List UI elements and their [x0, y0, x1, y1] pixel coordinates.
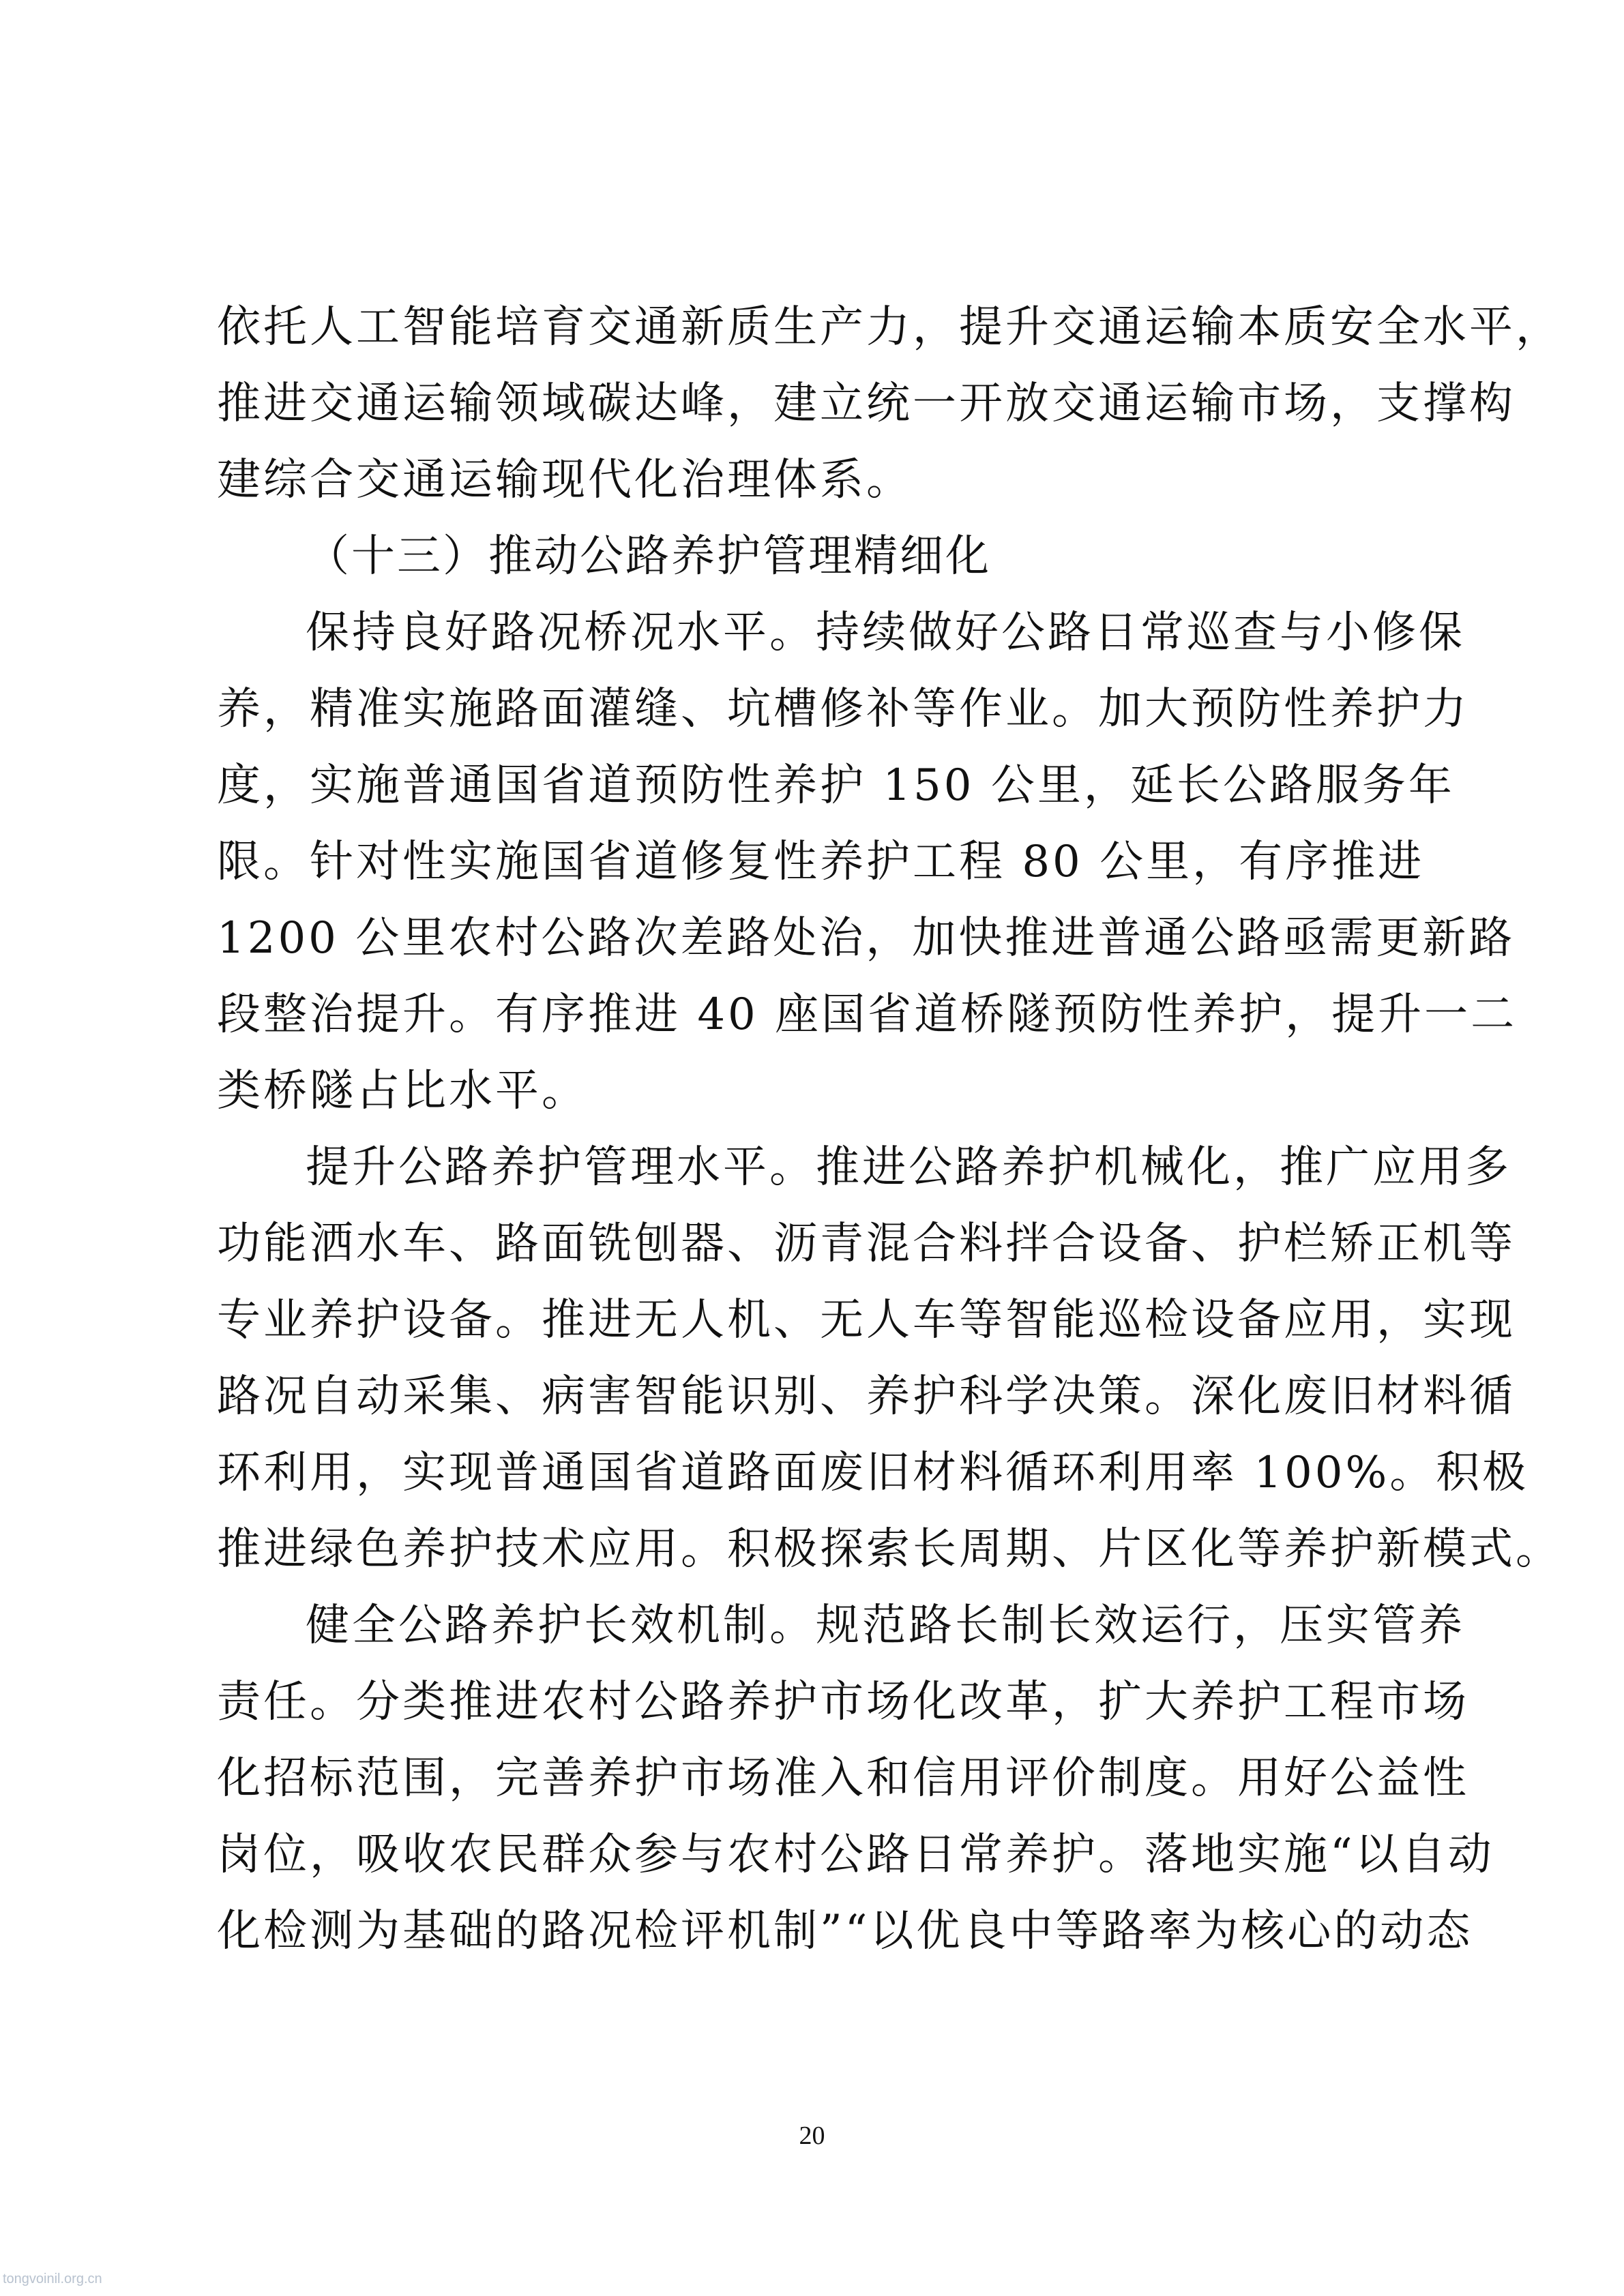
text-line: 环利用，实现普通国省道路面废旧材料循环利用率 100%。积极 — [217, 1448, 1529, 1498]
text-line: 限。针对性实施国省道修复性养护工程 80 公里，有序推进 — [217, 837, 1425, 887]
text-line: 功能洒水车、路面铣刨器、沥青混合料拌合设备、护栏矫正机等 — [217, 1219, 1516, 1269]
text-line: 依托人工智能培育交通新质生产力，提升交通运输本质安全水平， — [217, 302, 1562, 353]
text-line: 责任。分类推进农村公路养护市场化改革，扩大养护工程市场 — [217, 1677, 1469, 1727]
text-line: 推进交通运输领域碳达峰，建立统一开放交通运输市场，支撑构 — [217, 378, 1516, 429]
text-line: 健全公路养护长效机制。规范路长制长效运行，压实管养 — [306, 1600, 1465, 1651]
text-line: 度，实施普通国省道预防性养护 150 公里，延长公路服务年 — [217, 760, 1455, 811]
text-line: 岗位，吸收农民群众参与农村公路日常养护。落地实施“以自动 — [217, 1830, 1494, 1880]
text-line: 保持良好路况桥况水平。持续做好公路日常巡查与小修保 — [306, 608, 1465, 658]
text-line: 建综合交通运输现代化治理体系。 — [217, 455, 913, 505]
text-line: 提升公路养护管理水平。推进公路养护机械化，推广应用多 — [306, 1142, 1511, 1193]
text-line: 段整治提升。有序推进 40 座国省道桥隧预防性养护，提升一二 — [217, 989, 1518, 1040]
text-line: 推进绿色养护技术应用。积极探索长周期、片区化等养护新模式。 — [217, 1524, 1562, 1575]
text-line: 化招标范围，完善养护市场准入和信用评价制度。用好公益性 — [217, 1753, 1469, 1804]
text-line: 养，精准实施路面灌缝、坑槽修补等作业。加大预防性养护力 — [217, 684, 1469, 734]
text-line: 路况自动采集、病害智能识别、养护科学决策。深化废旧材料循 — [217, 1371, 1516, 1422]
section-heading: （十三）推动公路养护管理精细化 — [306, 531, 991, 582]
text-line: 1200 公里农村公路次差路处治，加快推进普通公路亟需更新路 — [217, 913, 1516, 964]
text-line: 类桥隧占比水平。 — [217, 1066, 588, 1116]
text-line: 化检测为基础的路况检评机制”“以优良中等路率为核心的动态 — [217, 1906, 1473, 1956]
text-line: 专业养护设备。推进无人机、无人车等智能巡检设备应用，实现 — [217, 1295, 1516, 1345]
watermark: tongvoinil.org.cn — [3, 2271, 102, 2286]
page-number: 20 — [799, 2121, 825, 2150]
